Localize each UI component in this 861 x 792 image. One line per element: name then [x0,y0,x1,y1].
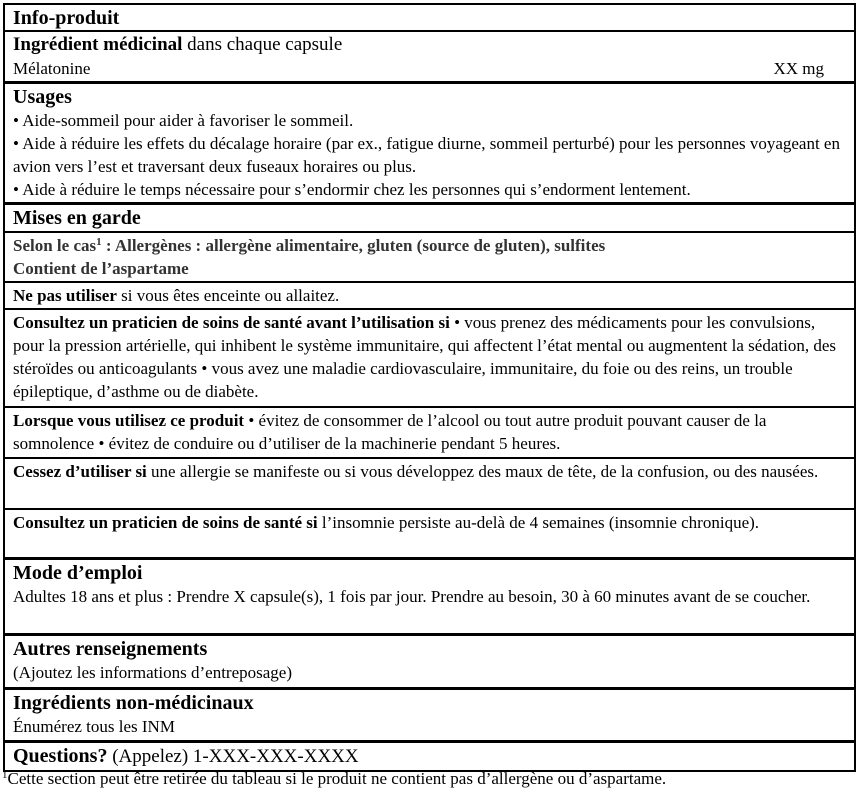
ingredient-amount: XX mg [773,59,824,78]
usages-item: • Aide à réduire le temps nécessaire pour s’endormir chez les personnes qui s’endorment lentement. [13,180,691,199]
questions-section [5,740,854,770]
usages-title: Usages [13,86,72,108]
when-using-block [5,406,854,457]
allergens-footnote-ref: 1 [96,236,102,248]
aspartame-notice: Contient de l’aspartame [13,259,189,278]
pregnancy-label: Ne pas utiliser [13,286,117,305]
ingredient-section [5,30,854,81]
directions-section [5,557,854,633]
nmi-text: Énumérez tous les INM [13,717,175,736]
consult-before-text: • vous prenez des médicaments pour les convulsions, pour la pression artérielle, qui inhibent le système immunitaire, qui affectent l’état mental ou augmentent la sédation, des stéroïdes ou anticoagulants • vous avez une maladie cardiovasculaire, immunitaire, du foie ou des reins, un trouble épileptique, d’asthme ou de diabète. [13,313,836,401]
stop-use-label: Cessez d’utiliser si [13,462,147,481]
usages-item: • Aide à réduire les effets du décalage horaire (par ex., fatigue diurne, sommeil perturbé) pour les personnes voyageant en avion vers l’est et traversant deux fuseaux horaires ou plus. [13,134,840,176]
when-using-label: Lorsque vous utilisez ce produit [13,411,245,430]
footnote-text: Cette section peut être retirée du tableau si le produit ne contient pas d’allergène ou d’aspartame. [7,769,667,788]
insomnia-label: Consultez un praticien de soins de santé si [13,513,318,532]
allergens-block [5,231,854,281]
ingredient-title-rest: dans chaque capsule [182,34,343,55]
pregnancy-text: si vous êtes enceinte ou allaitez. [116,286,340,305]
usages-section [5,81,854,202]
other-info-section [5,633,854,687]
questions-phone: (Appelez) 1-XXX-XXX-XXXX [107,746,359,767]
consult-before-block [5,308,854,406]
questions-title: Questions? [13,745,108,767]
directions-title: Mode d’emploi [13,562,143,584]
allergens-label: Selon le cas [13,236,97,255]
consult-before-label: Consultez un praticien de soins de santé avant l’utilisation si [13,313,450,332]
stop-use-text: une allergie se manifeste ou si vous développez des maux de tête, de la confusion, ou des nausées. [146,462,819,481]
ingredient-row [13,57,846,80]
ingredient-name: Mélatonine [13,59,91,78]
pregnancy-block [5,281,854,308]
warnings-title: Mises en garde [13,207,141,229]
footnote [2,768,666,790]
stop-use-block [5,457,854,508]
directions-text: Adultes 18 ans et plus : Prendre X capsule(s), 1 fois par jour. Prendre au besoin, 30 à 60 minutes avant de se coucher. [13,587,811,606]
other-info-title: Autres renseignements [13,638,208,660]
other-info-text: (Ajoutez les informations d’entreposage) [13,663,292,682]
insomnia-text: l’insomnie persiste au-delà de 4 semaines (insomnie chronique). [317,513,760,532]
insomnia-block [5,508,854,557]
nmi-title: Ingrédients non-médicinaux [13,692,254,714]
footnote-marker: 1 [2,769,8,781]
info-header [5,5,854,30]
when-using-text: • évitez de consommer de l’alcool ou tout autre produit pouvant causer de la somnolence • évitez de conduire ou d’utiliser de la machinerie pendant 5 heures. [13,411,767,453]
nmi-section [5,687,854,740]
product-facts-table [3,3,856,772]
allergens-text: : Allergènes : allergène alimentaire, gluten (source de gluten), sulfites [101,236,606,255]
warnings-header [5,202,854,231]
usages-item: • Aide-sommeil pour aider à favoriser le sommeil. [13,111,354,130]
ingredient-title: Ingrédient médicinal [13,34,183,55]
info-title: Info-produit [13,7,120,29]
